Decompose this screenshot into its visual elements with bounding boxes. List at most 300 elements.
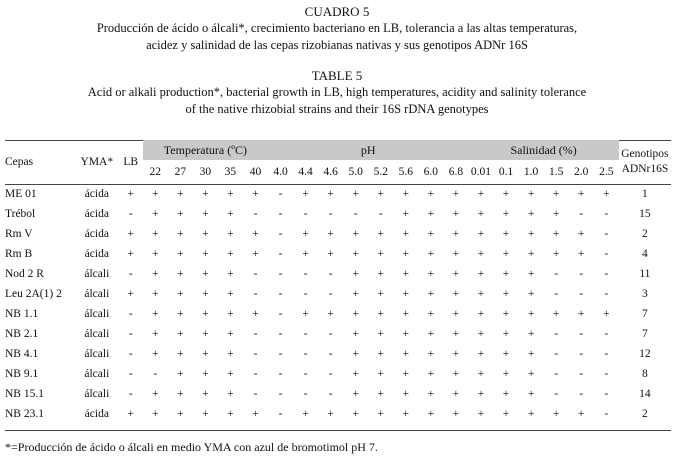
ph-cell: - [278, 188, 283, 200]
salinity-cell: + [577, 308, 585, 320]
table-row [5, 404, 671, 424]
salinity-header-value: 1.0 [523, 166, 539, 178]
temperature-cell: - [253, 288, 258, 300]
salinity-cell: - [604, 328, 609, 340]
salinity-header-value: 0.01 [470, 166, 492, 178]
ph-cell: + [427, 348, 435, 360]
ph-cell: - [278, 228, 283, 240]
salinity-cell: + [477, 268, 485, 280]
salinity-cell: - [604, 348, 609, 360]
ph-cell: + [452, 208, 460, 220]
yma-cell: ácida [84, 248, 109, 260]
strain-name-cell: Trébol [5, 208, 36, 220]
genotype-cell: 7 [642, 328, 648, 340]
ph-cell: + [352, 288, 359, 300]
salinity-cell: + [527, 288, 535, 300]
salinity-cell: + [477, 328, 485, 340]
ph-cell: + [402, 348, 410, 360]
salinity-cell: + [552, 228, 560, 240]
temperature-cell: + [227, 268, 234, 280]
genotype-cell: 8 [642, 368, 648, 380]
salinity-cell: - [604, 408, 609, 420]
salinity-cell: - [604, 368, 609, 380]
temperature-cell: - [253, 368, 258, 380]
table-row [5, 284, 671, 304]
ph-cell: - [353, 208, 358, 220]
salinity-cell: + [502, 208, 510, 220]
ph-cell: - [303, 388, 308, 400]
ph-cell: - [303, 368, 308, 380]
temperature-cell: + [227, 208, 234, 220]
ph-cell: + [377, 288, 384, 300]
temperature-cell: - [253, 208, 258, 220]
temperature-cell: + [152, 328, 159, 340]
strain-name-cell: NB 9.1 [5, 368, 39, 380]
ph-cell: + [427, 388, 435, 400]
ph-cell: - [303, 268, 308, 280]
temperature-cell: + [152, 188, 159, 200]
salinity-cell: + [552, 208, 560, 220]
ph-header-value: 6.0 [423, 166, 439, 178]
genotype-cell: 14 [639, 388, 651, 400]
ph-cell: + [302, 228, 309, 240]
ph-cell: + [452, 328, 460, 340]
ph-cell: + [352, 248, 359, 260]
temperature-cell: - [253, 268, 258, 280]
salinity-cell: + [552, 308, 560, 320]
ph-cell: + [452, 308, 460, 320]
ph-cell: + [427, 308, 435, 320]
salinity-cell: + [527, 408, 535, 420]
ph-header-value: 5.6 [398, 166, 413, 178]
ph-cell: + [427, 268, 435, 280]
header-genotipos-line1: Genotipos [621, 148, 669, 160]
salinity-cell: - [604, 288, 609, 300]
salinity-cell: + [527, 348, 535, 360]
salinity-cell: + [527, 228, 535, 240]
ph-cell: + [377, 228, 384, 240]
lb-cell: - [128, 208, 133, 220]
ph-cell: - [278, 368, 283, 380]
table-row [5, 264, 671, 284]
salinity-cell: + [502, 388, 510, 400]
ph-cell: + [352, 228, 359, 240]
ph-cell: + [452, 348, 460, 360]
lb-cell: + [127, 248, 134, 260]
salinity-cell: - [554, 348, 559, 360]
ph-cell: + [452, 248, 460, 260]
header-genotipos [619, 140, 671, 184]
ph-cell: + [427, 228, 435, 240]
temperature-cell: + [152, 348, 159, 360]
ph-header-value: 6.8 [448, 166, 464, 178]
table-row [5, 384, 671, 404]
temperature-cell: + [202, 208, 209, 220]
ph-cell: - [278, 248, 283, 260]
ph-cell: - [278, 348, 283, 360]
strain-name-cell: NB 2.1 [5, 328, 39, 340]
ph-cell: + [452, 288, 460, 300]
temperature-cell: + [177, 408, 184, 420]
temperature-cell: + [152, 248, 159, 260]
salinity-cell: + [527, 248, 535, 260]
caption-en-line2: of the native rhizobial strains and their 16S rDNA genotypes [185, 102, 489, 116]
ph-cell: + [352, 268, 359, 280]
yma-cell: álcali [84, 368, 110, 380]
ph-cell: - [303, 348, 308, 360]
footnote: *=Producción de ácido o álcali en medio YMA con azul de bromotimol pH 7. [5, 440, 378, 454]
salinity-cell: - [604, 388, 609, 400]
table-row [5, 204, 671, 224]
yma-cell: álcali [84, 388, 110, 400]
ph-cell: + [402, 208, 410, 220]
temperature-cell: + [252, 408, 259, 420]
temperature-cell: + [227, 248, 234, 260]
ph-cell: - [328, 348, 333, 360]
salinity-cell: + [502, 328, 510, 340]
ph-cell: + [377, 368, 384, 380]
temperature-cell: + [227, 228, 234, 240]
table-row [5, 244, 671, 264]
temperature-cell: + [252, 248, 259, 260]
temperature-cell: + [252, 228, 259, 240]
strain-name-cell: Rm B [5, 248, 33, 260]
ph-cell: - [303, 288, 308, 300]
ph-cell: - [378, 208, 383, 220]
salinity-cell: + [552, 408, 560, 420]
temperature-cell: + [202, 308, 209, 320]
salinity-cell: + [477, 208, 485, 220]
temperature-cell: + [202, 248, 209, 260]
header-temperatura: Temperatura (ºC) [143, 140, 268, 160]
salinity-cell: + [577, 188, 585, 200]
temperature-header-value: 27 [174, 166, 187, 178]
header-salinidad: Salinidad (%) [468, 140, 618, 160]
ph-cell: + [377, 188, 384, 200]
yma-cell: ácida [84, 208, 109, 220]
header-yma: YMA* [80, 156, 114, 168]
salinity-cell: + [577, 248, 585, 260]
temperature-cell: + [177, 348, 184, 360]
yma-cell: ácida [84, 408, 109, 420]
temperature-cell: + [252, 308, 259, 320]
lb-cell: - [128, 388, 133, 400]
caption-en-title: TABLE 5 [311, 68, 363, 83]
ph-cell: - [328, 368, 333, 380]
ph-cell: + [402, 328, 410, 340]
salinity-cell: + [527, 188, 535, 200]
lb-cell: - [128, 348, 133, 360]
temperature-cell: + [227, 408, 234, 420]
ph-cell: - [278, 328, 283, 340]
ph-cell: - [278, 308, 283, 320]
ph-cell: + [327, 228, 334, 240]
yma-cell: álcali [84, 348, 110, 360]
header-cepas: Cepas [5, 156, 34, 168]
ph-cell: + [452, 368, 460, 380]
salinity-cell: - [554, 368, 559, 380]
genotype-cell: 11 [639, 268, 651, 280]
salinity-cell: + [527, 308, 535, 320]
genotype-cell: 12 [639, 348, 651, 360]
temperature-cell: + [227, 348, 234, 360]
temperature-cell: + [152, 408, 159, 420]
salinity-cell: + [603, 188, 610, 200]
temperature-cell: + [227, 288, 234, 300]
temperature-cell: + [177, 368, 184, 380]
yma-cell: ácida [84, 188, 109, 200]
salinity-cell: - [579, 368, 584, 380]
ph-cell: + [377, 308, 384, 320]
temperature-cell: + [152, 228, 159, 240]
ph-cell: + [327, 308, 334, 320]
ph-cell: + [352, 328, 359, 340]
temperature-cell: + [227, 328, 234, 340]
temperature-cell: + [177, 188, 184, 200]
caption-es-title: CUADRO 5 [304, 4, 370, 19]
data-table [5, 140, 671, 424]
salinity-cell: + [502, 408, 510, 420]
ph-cell: + [427, 328, 435, 340]
temperature-cell: + [202, 328, 209, 340]
salinity-cell: - [579, 288, 584, 300]
ph-header-value: 4.4 [298, 166, 313, 178]
ph-cell: - [278, 288, 283, 300]
strain-name-cell: NB 1.1 [5, 308, 39, 320]
salinity-cell: + [527, 328, 535, 340]
ph-cell: + [302, 188, 309, 200]
ph-cell: - [328, 288, 333, 300]
strain-name-cell: Leu 2A(1) 2 [5, 288, 62, 300]
salinity-cell: - [554, 328, 559, 340]
salinity-cell: + [502, 348, 510, 360]
ph-cell: + [402, 368, 410, 380]
salinity-cell: - [554, 388, 559, 400]
salinity-cell: - [579, 208, 584, 220]
strain-name-cell: NB 15.1 [5, 388, 44, 400]
genotype-cell: 3 [642, 288, 648, 300]
temperature-cell: + [177, 228, 184, 240]
yma-cell: álcali [84, 328, 110, 340]
ph-cell: - [328, 268, 333, 280]
temperature-cell: + [177, 288, 184, 300]
temperature-cell: + [227, 308, 234, 320]
ph-cell: - [328, 388, 333, 400]
salinity-cell: + [477, 188, 485, 200]
ph-header-value: 4.6 [323, 166, 338, 178]
ph-cell: + [327, 248, 334, 260]
temperature-header-value: 35 [224, 166, 237, 178]
salinity-cell: + [477, 388, 485, 400]
temperature-cell: + [202, 288, 209, 300]
header-bottom-rule [5, 184, 671, 185]
temperature-cell: + [152, 208, 159, 220]
salinity-cell: + [477, 228, 485, 240]
ph-cell: - [328, 328, 333, 340]
ph-cell: + [377, 328, 384, 340]
salinity-header-value: 0.1 [498, 166, 514, 178]
temperature-cell: + [177, 328, 184, 340]
temperature-cell: + [152, 288, 159, 300]
ph-cell: + [302, 248, 309, 260]
ph-cell: - [278, 208, 283, 220]
ph-cell: - [303, 328, 308, 340]
salinity-cell: + [527, 368, 535, 380]
ph-cell: + [402, 228, 410, 240]
genotype-cell: 2 [642, 228, 648, 240]
ph-cell: - [278, 268, 283, 280]
ph-cell: + [402, 268, 410, 280]
ph-header-value: 4.0 [273, 166, 288, 178]
lb-cell: + [127, 188, 134, 200]
yma-cell: ácida [84, 228, 109, 240]
temperature-cell: + [202, 368, 209, 380]
ph-cell: + [327, 188, 334, 200]
salinity-cell: - [604, 228, 609, 240]
salinity-cell: + [502, 288, 510, 300]
ph-cell: + [452, 408, 460, 420]
temperature-cell: + [227, 188, 234, 200]
ph-cell: + [427, 288, 435, 300]
header-genotipos-line2: ADNr16S [621, 163, 669, 175]
ph-cell: + [352, 408, 359, 420]
ph-cell: + [327, 408, 334, 420]
temperature-cell: + [202, 348, 209, 360]
salinity-cell: + [527, 208, 535, 220]
yma-cell: álcali [84, 288, 110, 300]
salinity-cell: - [554, 268, 559, 280]
table-row [5, 304, 671, 324]
table-row [5, 184, 671, 204]
genotype-cell: 15 [639, 208, 651, 220]
ph-cell: + [402, 308, 410, 320]
salinity-cell: + [502, 228, 510, 240]
ph-cell: + [352, 188, 359, 200]
lb-cell: + [127, 408, 134, 420]
ph-cell: + [352, 368, 359, 380]
ph-cell: + [427, 408, 435, 420]
lb-cell: - [128, 268, 133, 280]
ph-cell: - [303, 208, 308, 220]
lb-cell: + [127, 288, 134, 300]
ph-cell: + [377, 268, 384, 280]
ph-cell: + [452, 228, 460, 240]
yma-cell: álcali [84, 308, 110, 320]
temperature-cell: + [227, 388, 234, 400]
temperature-header-value: 30 [199, 166, 212, 178]
ph-cell: + [352, 388, 359, 400]
ph-cell: + [377, 248, 384, 260]
temperature-cell: + [227, 368, 234, 380]
caption-en-line1: Acid or alkali production*, bacterial growth in LB, high temperatures, acidity and salinity tolerance [87, 85, 587, 99]
temperature-cell: + [152, 308, 159, 320]
ph-cell: + [377, 388, 384, 400]
salinity-cell: - [579, 268, 584, 280]
salinity-cell: + [527, 388, 535, 400]
temperature-cell: + [252, 188, 259, 200]
ph-cell: + [452, 388, 460, 400]
salinity-cell: - [604, 208, 609, 220]
salinity-cell: + [477, 308, 485, 320]
ph-header-value: 5.2 [373, 166, 388, 178]
salinity-cell: + [552, 248, 560, 260]
temperature-cell: + [177, 268, 184, 280]
salinity-cell: + [577, 408, 585, 420]
ph-cell: + [352, 308, 359, 320]
salinity-cell: + [477, 348, 485, 360]
temperature-cell: + [177, 248, 184, 260]
ph-cell: + [402, 388, 410, 400]
temperature-cell: + [202, 188, 209, 200]
table-row [5, 324, 671, 344]
salinity-cell: + [477, 248, 485, 260]
salinity-cell: + [502, 368, 510, 380]
temperature-cell: - [253, 348, 258, 360]
strain-name-cell: Nod 2 R [5, 268, 44, 280]
salinity-cell: + [477, 368, 485, 380]
ph-header-value: 5.0 [348, 166, 363, 178]
salinity-cell: + [502, 188, 510, 200]
ph-cell: + [427, 188, 435, 200]
salinity-cell: - [579, 388, 584, 400]
strain-name-cell: ME 01 [5, 188, 37, 200]
salinity-cell: + [477, 288, 485, 300]
ph-cell: + [452, 268, 460, 280]
header-lb: LB [123, 156, 139, 168]
temperature-cell: + [177, 388, 184, 400]
salinity-header-value: 2.5 [599, 166, 614, 178]
salinity-cell: + [603, 308, 610, 320]
salinity-header-value: 1.5 [548, 166, 564, 178]
temperature-cell: - [253, 388, 258, 400]
table-row [5, 364, 671, 384]
genotype-cell: 7 [642, 308, 648, 320]
temperature-header-value: 40 [249, 166, 262, 178]
temperature-cell: + [152, 268, 159, 280]
table-body [5, 184, 671, 424]
ph-cell: + [402, 188, 410, 200]
genotype-cell: 2 [642, 408, 648, 420]
ph-cell: + [352, 348, 359, 360]
temperature-cell: - [253, 328, 258, 340]
ph-cell: + [402, 248, 410, 260]
ph-cell: + [452, 188, 460, 200]
table-row [5, 224, 671, 244]
ph-cell: - [278, 388, 283, 400]
header-ph: pH [268, 140, 468, 160]
ph-cell: + [302, 408, 309, 420]
genotype-cell: 4 [642, 248, 648, 260]
salinity-cell: + [502, 308, 510, 320]
ph-cell: + [402, 288, 410, 300]
salinity-cell: - [604, 268, 609, 280]
ph-cell: + [377, 348, 384, 360]
strain-name-cell: NB 23.1 [5, 408, 44, 420]
strain-name-cell: NB 4.1 [5, 348, 39, 360]
ph-cell: - [328, 208, 333, 220]
strain-name-cell: Rm V [5, 228, 33, 240]
yma-cell: álcali [84, 268, 110, 280]
salinity-cell: + [477, 408, 485, 420]
temperature-cell: + [202, 228, 209, 240]
temperature-cell: + [202, 268, 209, 280]
salinity-cell: + [527, 268, 535, 280]
temperature-cell: + [202, 388, 209, 400]
lb-cell: - [128, 308, 133, 320]
caption-en-text [0, 84, 674, 118]
salinity-cell: + [502, 248, 510, 260]
ph-cell: + [427, 368, 435, 380]
